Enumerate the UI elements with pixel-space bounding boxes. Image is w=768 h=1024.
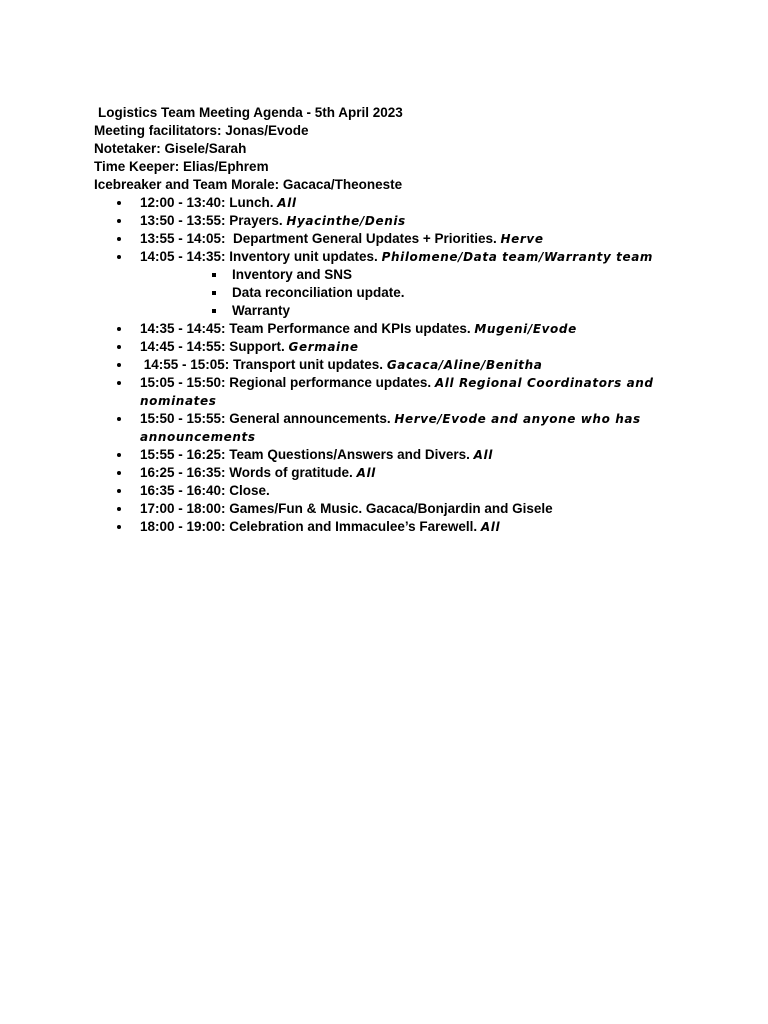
sub-item [94, 302, 694, 320]
agenda-item-presenter: All Regional Coordinators and nominates [140, 376, 654, 408]
agenda-item-text: 12:00 - 13:40: Lunch. [140, 195, 278, 210]
agenda-item-text: 16:25 - 16:35: Words of gratitude. [140, 465, 357, 480]
bullet-icon [117, 471, 121, 475]
agenda-item [94, 356, 694, 374]
agenda-item [94, 320, 694, 338]
agenda-item [94, 446, 694, 464]
agenda-item [94, 374, 694, 410]
bullet-icon [117, 201, 121, 205]
facilitators-line: Meeting facilitators: Jonas/Evode [94, 123, 309, 138]
agenda-item-presenter: Herve [500, 232, 544, 246]
agenda-item [94, 212, 694, 230]
agenda-item [94, 518, 694, 536]
agenda-item-text: 18:00 - 19:00: Celebration and Immaculee’s Farewell. [140, 519, 481, 534]
bullet-icon [117, 345, 121, 349]
agenda-item-text: 17:00 - 18:00: Games/Fun & Music. Gacaca/Bonjardin and Gisele [140, 501, 553, 516]
bullet-icon [117, 363, 121, 367]
agenda-item [94, 482, 694, 500]
bullet-icon [117, 255, 121, 259]
agenda-item-text: 14:05 - 14:35: Inventory unit updates. [140, 249, 382, 264]
bullet-icon [117, 507, 121, 511]
bullet-icon [117, 417, 121, 421]
square-bullet-icon [212, 273, 216, 277]
icebreaker-line: Icebreaker and Team Morale: Gacaca/Theoneste [94, 177, 403, 192]
agenda-item-presenter: All [480, 520, 501, 534]
bullet-icon [117, 237, 121, 241]
sub-item-text: Inventory and SNS [232, 267, 353, 282]
agenda-item-text: 14:55 - 15:05: Transport unit updates. [140, 357, 387, 372]
bullet-icon [117, 453, 121, 457]
bullet-icon [117, 381, 121, 385]
sub-item [94, 266, 694, 284]
agenda-item-presenter: Mugeni/Evode [474, 322, 577, 336]
agenda-item-text: 14:35 - 14:45: Team Performance and KPIs updates. [140, 321, 475, 336]
agenda-item-presenter: All [277, 196, 297, 210]
document-body [94, 104, 694, 536]
agenda-item [94, 500, 694, 518]
sub-item-text: Warranty [232, 303, 291, 318]
agenda-item-text: 14:45 - 14:55: Support. [140, 339, 289, 354]
agenda-item-text: 13:55 - 14:05: Department General Updates + Priorities. [140, 231, 501, 246]
agenda-item [94, 410, 694, 446]
agenda-item-text: 16:35 - 16:40: Close. [140, 483, 270, 498]
bullet-icon [117, 489, 121, 493]
sub-item [94, 284, 694, 302]
agenda-item-text: 15:55 - 16:25: Team Questions/Answers and Divers. [140, 447, 474, 462]
square-bullet-icon [212, 309, 216, 313]
agenda-item [94, 230, 694, 248]
agenda-list [94, 194, 694, 536]
sub-item-text: Data reconciliation update. [232, 285, 405, 300]
agenda-item-presenter: Germaine [288, 340, 359, 354]
bullet-icon [117, 327, 121, 331]
agenda-item-presenter: All [356, 466, 376, 480]
agenda-item-presenter: Hyacinthe/Denis [286, 214, 406, 228]
agenda-item-text: 15:05 - 15:50: Regional performance updates. [140, 375, 435, 390]
agenda-item-text: 13:50 - 13:55: Prayers. [140, 213, 287, 228]
bullet-icon [117, 219, 121, 223]
agenda-item-text: 15:50 - 15:55: General announcements. [140, 411, 395, 426]
page-title: Logistics Team Meeting Agenda - 5th April 2023 [98, 105, 403, 120]
timekeeper-line: Time Keeper: Elias/Ephrem [94, 159, 269, 174]
inventory-subitems [94, 266, 694, 320]
agenda-item-presenter: Philomene/Data team/Warranty team [381, 250, 654, 264]
agenda-item [94, 464, 694, 482]
agenda-item-presenter: Herve/Evode and anyone who has announcements [140, 412, 641, 444]
agenda-item [94, 338, 694, 356]
notetaker-line: Notetaker: Gisele/Sarah [94, 141, 247, 156]
agenda-item [94, 248, 694, 320]
square-bullet-icon [212, 291, 216, 295]
agenda-item-presenter: Gacaca/Aline/Benitha [386, 358, 543, 372]
bullet-icon [117, 525, 121, 529]
agenda-item-presenter: All [473, 448, 493, 462]
agenda-item [94, 194, 694, 212]
